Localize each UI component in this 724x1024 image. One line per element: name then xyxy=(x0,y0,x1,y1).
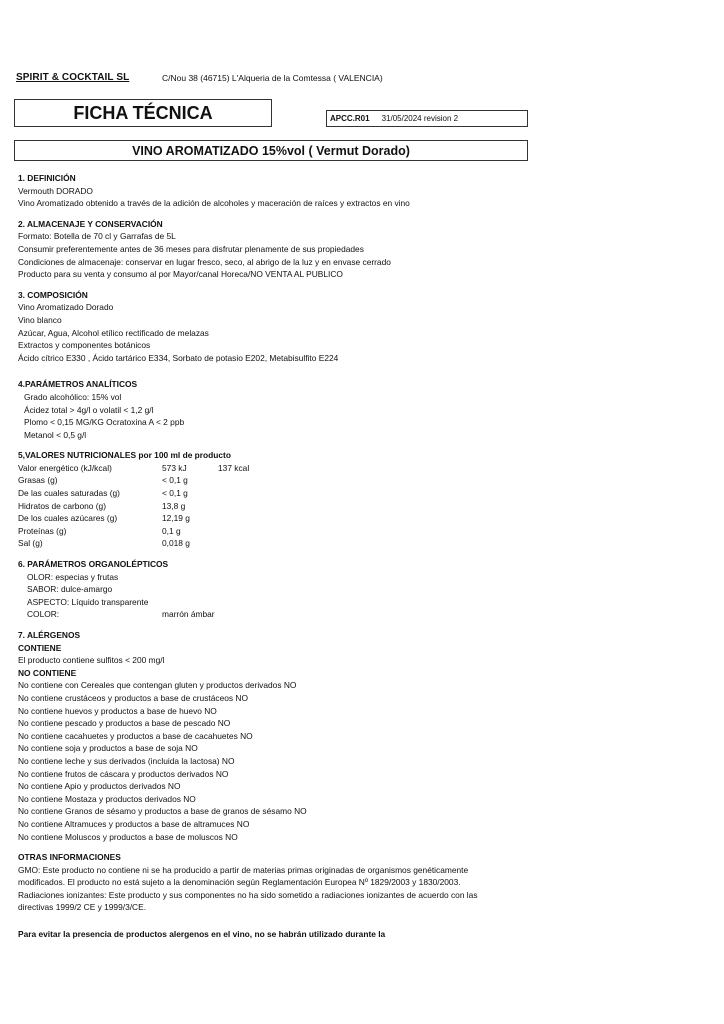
product-title: VINO AROMATIZADO 15%vol ( Vermut Dorado) xyxy=(14,140,528,161)
nutrition-label: Sal (g) xyxy=(18,538,43,549)
text-line: directivas 1999/2 CE y 1999/3/CE. xyxy=(18,902,147,913)
document-code: APCC.R01 xyxy=(330,114,370,123)
organoleptic-row xyxy=(18,583,708,596)
section-heading-almacenaje: 2. ALMACENAJE Y CONSERVACIÓN xyxy=(18,218,163,229)
allergen-line: No contiene con Cereales que contengan gluten y productos derivados NO xyxy=(18,680,297,691)
section-heading-alergenos: 7. ALÉRGENOS xyxy=(18,630,81,640)
text-line: Metanol < 0,5 g/l xyxy=(24,429,87,440)
nutrition-row xyxy=(18,487,708,500)
nutrition-label: Valor energético (kJ/kcal) xyxy=(18,462,112,473)
text-line: Plomo < 0,15 MG/KG Ocratoxina A < 2 ppb xyxy=(24,417,185,428)
contiene-heading: CONTIENE xyxy=(18,642,62,653)
nutrition-label: Proteínas (g) xyxy=(18,525,67,536)
nutrition-row xyxy=(18,500,708,513)
no-contiene-heading: NO CONTIENE xyxy=(18,667,77,678)
section-heading-composicion: 3. COMPOSICIÓN xyxy=(18,289,88,300)
text-line: Azúcar, Agua, Alcohol etílico rectificado de melazas xyxy=(18,327,209,338)
nutrition-value: 12,19 g xyxy=(162,513,190,524)
text-line: Formato: Botella de 70 cl y Garrafas de 5L xyxy=(18,231,176,242)
organoleptic-row xyxy=(18,596,708,609)
allergen-line: No contiene Altramuces y productos a base de altramuces NO xyxy=(18,818,250,829)
footer-note: Para evitar la presencia de productos alergenos en el vino, no se habrán utilizado durante la xyxy=(18,929,386,940)
organoleptic-label: ASPECTO: Líquido transparente xyxy=(27,596,149,607)
allergen-line: No contiene cacahuetes y productos a base de cacahuetes NO xyxy=(18,730,253,741)
nutrition-row xyxy=(18,537,708,550)
text-line: modificados. El producto no está sujeto a la denominación según Reglamentación Europea Nº 1829/2003 y 1830/2003. xyxy=(18,877,461,888)
organoleptic-label: COLOR: xyxy=(27,609,60,620)
organoleptic-row xyxy=(18,571,708,584)
text-line: Condiciones de almacenaje: conservar en lugar fresco, seco, al abrigo de la luz y en envase cerrado xyxy=(18,256,391,267)
text-line: Extractos y componentes botánicos xyxy=(18,340,151,351)
nutrition-row xyxy=(18,512,708,525)
nutrition-row xyxy=(18,525,708,538)
allergen-line: No contiene leche y sus derivados (incluida la lactosa) NO xyxy=(18,755,235,766)
nutrition-value: 0,1 g xyxy=(162,525,181,536)
nutrition-value: 573 kJ xyxy=(162,462,187,473)
nutrition-row xyxy=(18,474,708,487)
text-line: Consumir preferentemente antes de 36 meses para disfrutar plenamente de sus propiedades xyxy=(18,243,364,254)
nutrition-row xyxy=(18,462,708,475)
document-code-box xyxy=(326,110,528,127)
nutrition-value: < 0,1 g xyxy=(162,488,188,499)
company-name: SPIRIT & COCKTAIL SL xyxy=(16,72,130,83)
nutrition-extra: 137 kcal xyxy=(218,462,250,473)
allergen-line: No contiene huevos y productos a base de huevo NO xyxy=(18,705,217,716)
text-line: Vino Aromatizado obtenido a través de la adición de alcoholes y maceración de raíces y extractos en vino xyxy=(18,198,410,209)
nutrition-value: < 0,1 g xyxy=(162,475,188,486)
text-line: Vermouth DORADO xyxy=(18,185,93,196)
organoleptic-row xyxy=(18,608,708,621)
allergen-line: No contiene Mostaza y productos derivados NO xyxy=(18,793,196,804)
document-date-revision: 31/05/2024 revision 2 xyxy=(381,114,459,123)
organoleptic-label: OLOR: especias y frutas xyxy=(27,571,119,582)
text-line: Ácido cítrico E330 , Ácido tartárico E334, Sorbato de potasio E202, Metabisulfito E224 xyxy=(18,352,339,363)
allergen-line: No contiene crustáceos y productos a base de crustáceos NO xyxy=(18,692,248,703)
allergen-line: No contiene Apio y productos derivados NO xyxy=(18,781,181,792)
text-line: Producto para su venta y consumo al por Mayor/canal Horeca/NO VENTA AL PUBLICO xyxy=(18,269,343,280)
document-title: FICHA TÉCNICA xyxy=(14,99,272,127)
spec-content xyxy=(18,172,708,941)
text-line: El producto contiene sulfitos < 200 mg/l xyxy=(18,655,165,666)
nutrition-label: De los cuales azúcares (g) xyxy=(18,513,118,524)
text-line: Grado alcohólico: 15% vol xyxy=(24,391,122,402)
allergen-line: No contiene Moluscos y productos a base de moluscos NO xyxy=(18,831,238,842)
nutrition-label: Hidratos de carbono (g) xyxy=(18,500,106,511)
allergen-line: No contiene soja y productos a base de soja NO xyxy=(18,743,198,754)
text-line: Vino blanco xyxy=(18,314,62,325)
section-heading-parametros-analiticos: 4.PARÁMETROS ANALÍTICOS xyxy=(18,379,138,390)
organoleptic-label: SABOR: dulce-amargo xyxy=(27,584,113,595)
text-line: Radiaciones ionizantes: Este producto y sus componentes no ha sido sometido a radiaciones ionizantes de acuerdo con las xyxy=(18,889,478,900)
nutrition-label: De las cuales saturadas (g) xyxy=(18,488,120,499)
allergen-line: No contiene pescado y productos a base de pescado NO xyxy=(18,718,231,729)
section-heading-otras-informaciones: OTRAS INFORMACIONES xyxy=(18,852,121,863)
section-heading-organolepticos: 6. PARÁMETROS ORGANOLÉPTICOS xyxy=(18,559,169,570)
company-address: C/Nou 38 (46715) L'Alqueria de la Comtessa ( VALENCIA) xyxy=(162,73,383,83)
section-heading-definicion: 1. DEFINICIÓN xyxy=(18,173,76,183)
text-line: Vino Aromatizado Dorado xyxy=(18,302,114,313)
allergen-line: No contiene Granos de sésamo y productos a base de granos de sésamo NO xyxy=(18,806,307,817)
organoleptic-value: marrón ámbar xyxy=(162,609,215,620)
text-line: GMO: Este producto no contiene ni se ha producido a partir de materias primas originadas de organismos genéticamente xyxy=(18,864,469,875)
text-line: Ácidez total > 4g/l o volatil < 1,2 g/l xyxy=(24,404,154,415)
nutrition-value: 13,8 g xyxy=(162,500,186,511)
nutrition-value: 0,018 g xyxy=(162,538,190,549)
nutrition-label: Grasas (g) xyxy=(18,475,58,486)
section-heading-valores-nutricionales: 5,VALORES NUTRICIONALES por 100 ml de producto xyxy=(18,450,231,461)
allergen-line: No contiene frutos de cáscara y productos derivados NO xyxy=(18,768,229,779)
